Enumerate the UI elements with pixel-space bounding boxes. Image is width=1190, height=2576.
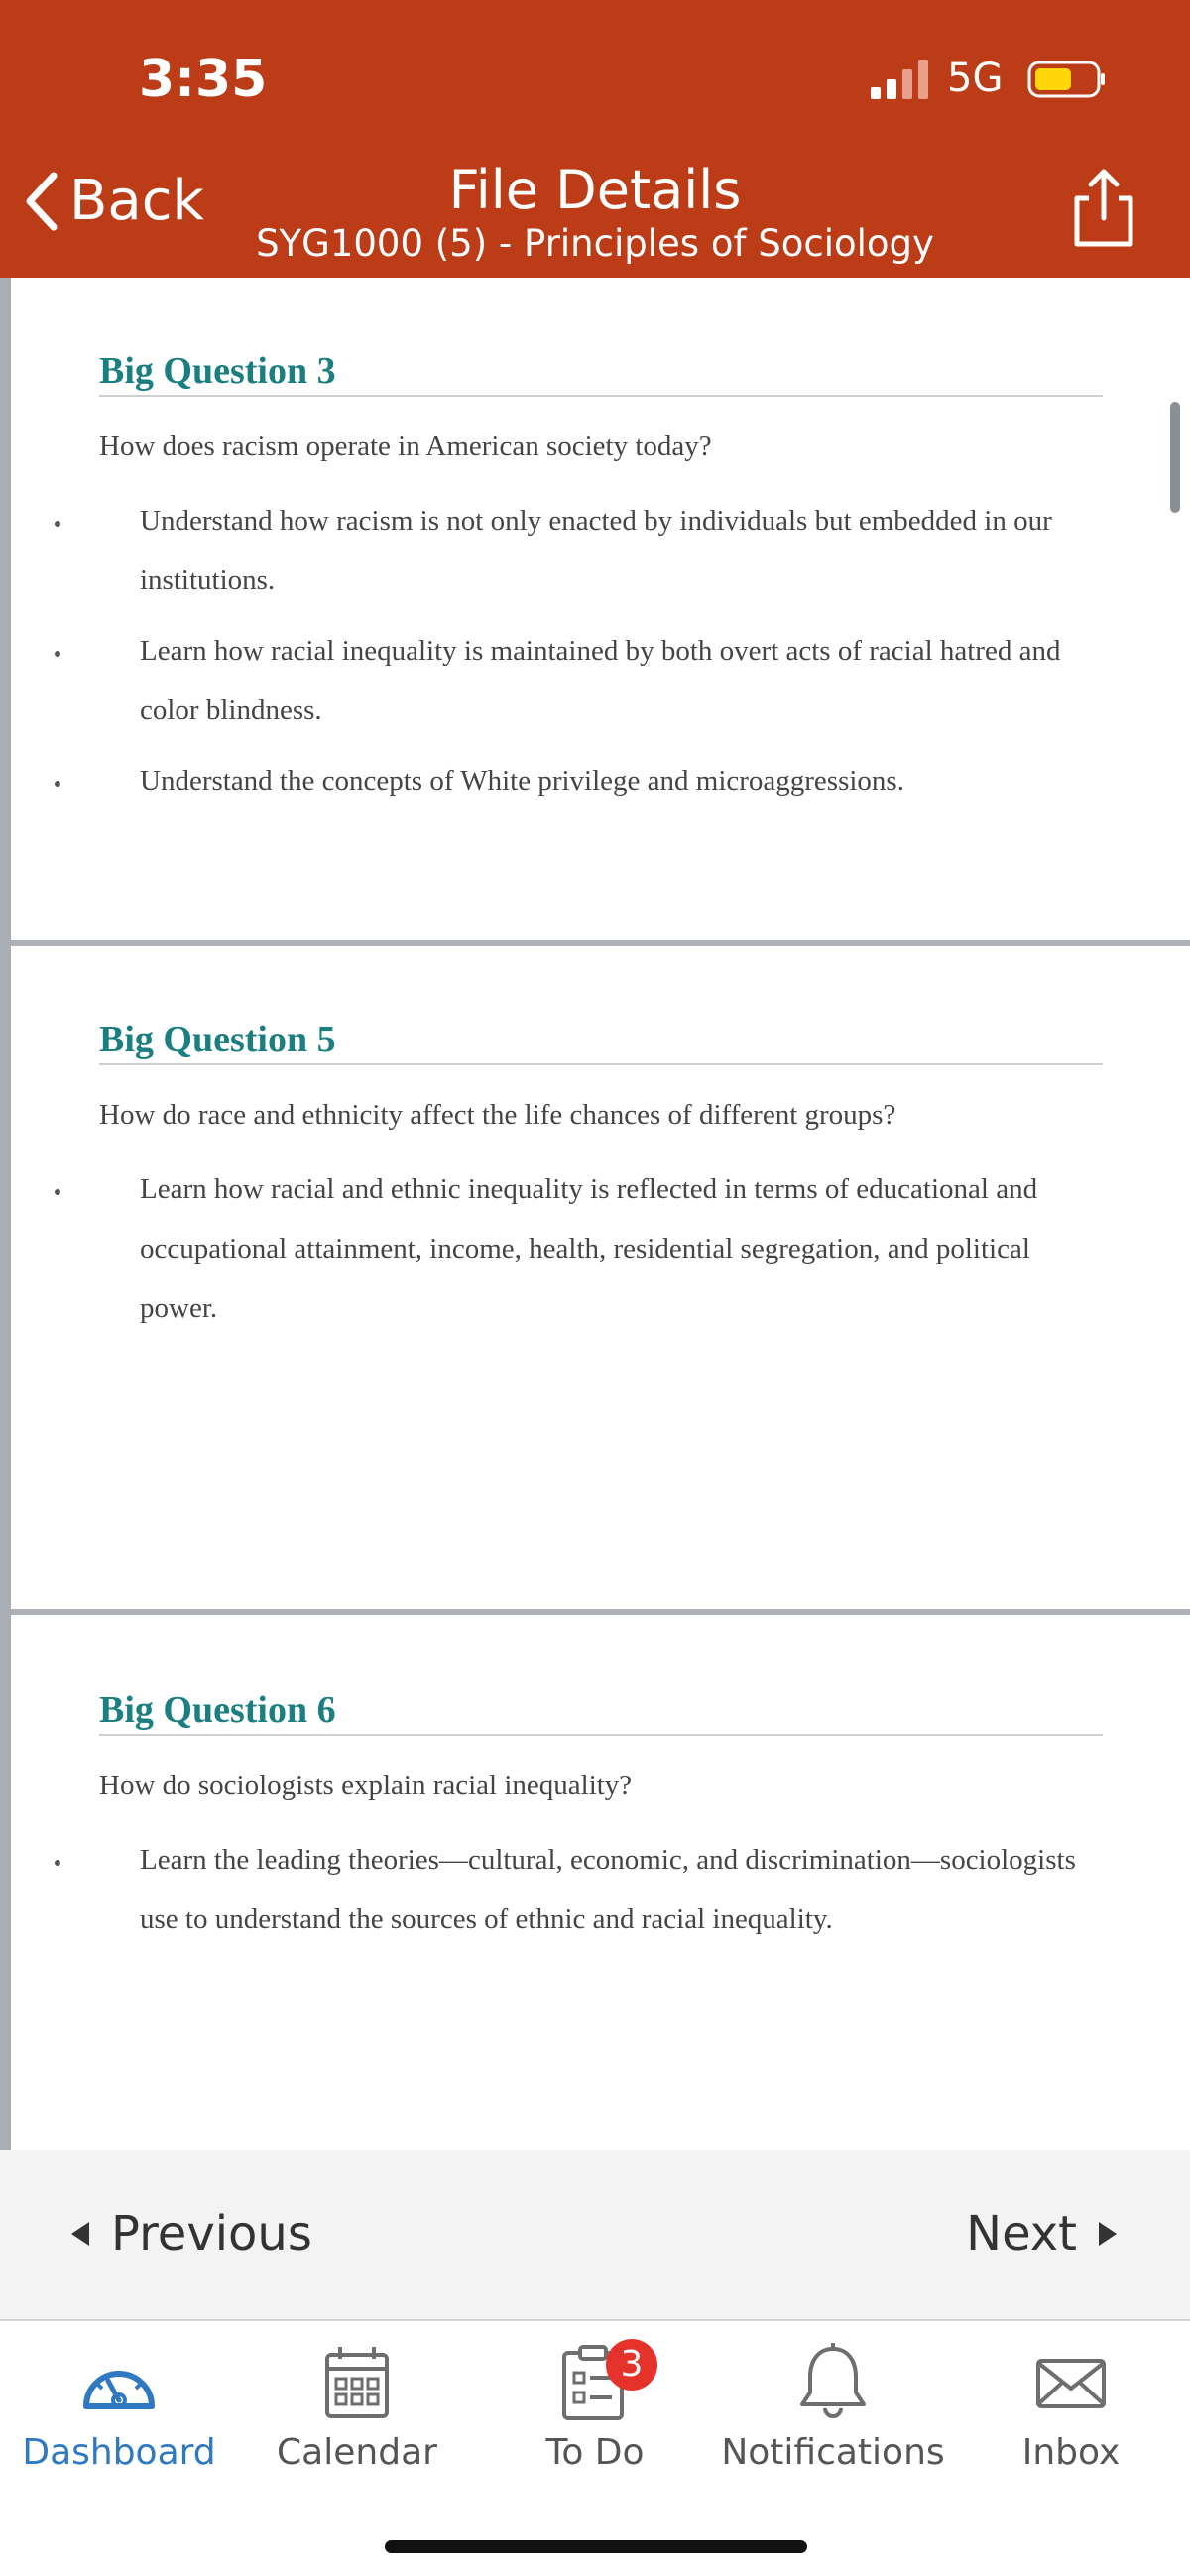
section-big-question-3 (11, 278, 1190, 942)
status-time: 3:35 (139, 50, 268, 109)
bullet-dot (55, 521, 60, 527)
page-edge (0, 278, 11, 2150)
section-title: Big Question 3 (99, 350, 336, 392)
share-icon[interactable] (1071, 167, 1136, 250)
section-rule (99, 1734, 1103, 1736)
page-title: File Details (448, 159, 742, 221)
bullet-dot (55, 651, 60, 657)
tab-calendar[interactable] (238, 2341, 476, 2473)
tab-label: Inbox (1021, 2432, 1121, 2473)
section-title: Big Question 5 (99, 1019, 336, 1060)
tab-label: Dashboard (22, 2432, 216, 2473)
previous-button[interactable] (71, 2206, 312, 2262)
section-rule (99, 1063, 1103, 1065)
next-label: Next (966, 2206, 1077, 2262)
bullet-dot (55, 1189, 60, 1195)
bullet-dot (55, 781, 60, 787)
bell-icon (788, 2341, 878, 2424)
section-big-question-6 (11, 1615, 1190, 2150)
back-label: Back (69, 169, 204, 233)
caret-left-icon (71, 2222, 89, 2246)
next-button[interactable] (966, 2206, 1117, 2262)
section-question: How does racism operate in American society today? (99, 430, 712, 462)
mail-icon (1026, 2341, 1116, 2424)
bullet-dot (55, 1860, 60, 1866)
tab-label: Calendar (277, 2432, 437, 2473)
section-big-question-5 (11, 946, 1190, 1609)
todo-badge: 3 (606, 2339, 657, 2391)
section-question: How do race and ethnicity affect the life chances of different groups? (99, 1099, 896, 1131)
bullet-item: Understand how racism is not only enacted by individuals but embedded in our institutions. (140, 505, 1052, 596)
page-subtitle: SYG1000 (5) - Principles of Sociology (256, 222, 934, 265)
file-content[interactable] (0, 278, 1190, 2150)
bullet-item: Learn how racial inequality is maintained by both overt acts of racial hatred and color blindness. (140, 635, 1061, 726)
caret-right-icon (1099, 2222, 1117, 2246)
cellular-signal-icon (869, 60, 932, 99)
bullet-item: Learn how racial and ethnic inequality is reflected in terms of educational and occupational attainment, income, health, residential segregation, and political power. (140, 1173, 1038, 1324)
battery-icon (1027, 60, 1107, 99)
tab-inbox[interactable] (952, 2341, 1190, 2473)
previous-label: Previous (111, 2206, 312, 2262)
network-type: 5G (947, 56, 1004, 101)
tab-label: To Do (545, 2432, 645, 2473)
section-title: Big Question 6 (99, 1689, 336, 1731)
home-indicator[interactable] (385, 2540, 807, 2553)
tab-dashboard[interactable] (0, 2341, 238, 2473)
tab-to-do[interactable] (476, 2341, 714, 2473)
section-rule (99, 395, 1103, 397)
tab-notifications[interactable] (714, 2341, 952, 2473)
bullet-item: Understand the concepts of White privilege and microaggressions. (140, 765, 904, 797)
bottom-tab-bar (0, 2321, 1190, 2576)
dashboard-icon (74, 2341, 164, 2424)
tab-label: Notifications (721, 2432, 945, 2473)
calendar-icon (312, 2341, 402, 2424)
todo-icon-wrap (550, 2341, 644, 2424)
file-pager (0, 2150, 1190, 2321)
app-header (0, 0, 1190, 278)
section-question: How do sociologists explain racial inequality? (99, 1770, 633, 1801)
bullet-item: Learn the leading theories—cultural, economic, and discrimination—sociologists use to understand the sources of ethnic and racial inequality. (140, 1844, 1076, 1935)
